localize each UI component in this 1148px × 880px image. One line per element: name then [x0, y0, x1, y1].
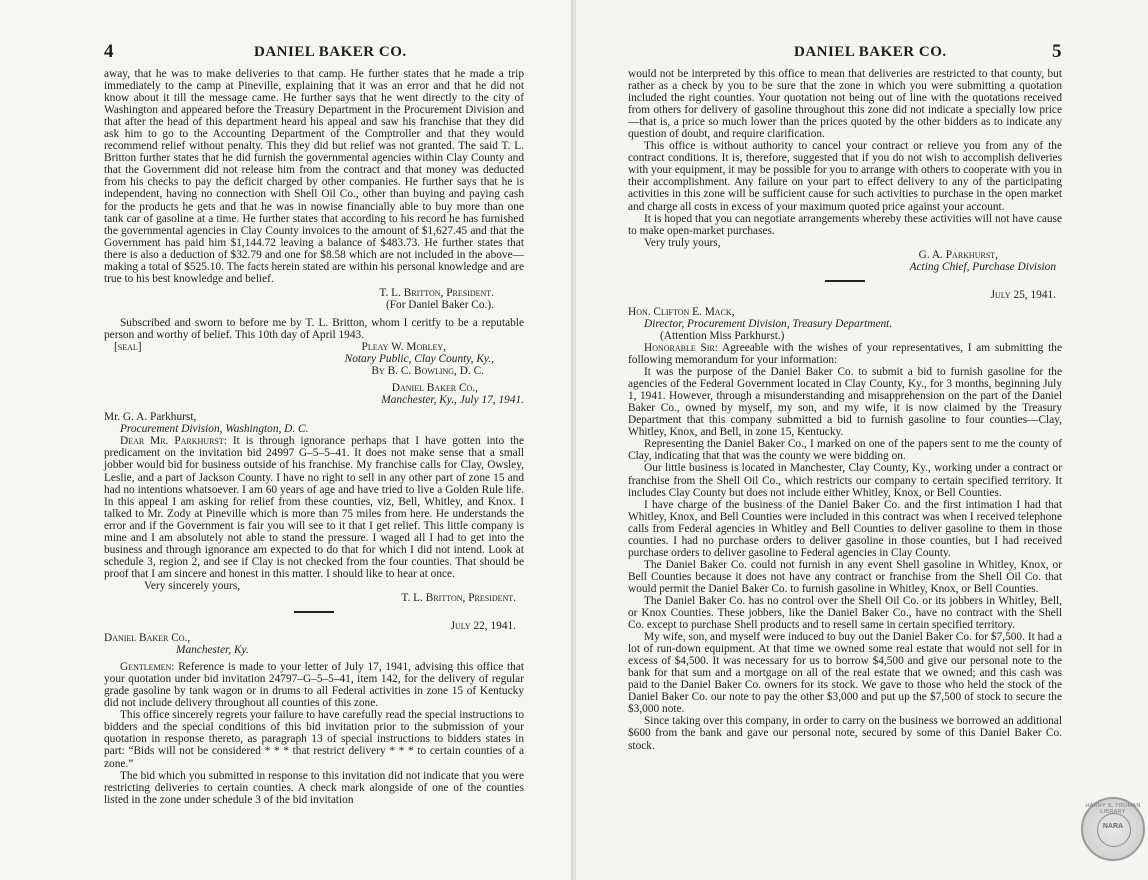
reply-date: July 22, 1941. — [450, 620, 516, 633]
memo-salutation: Honorable Sir: — [644, 341, 718, 354]
left-text-column — [104, 68, 524, 806]
addressee-org: Procurement Division, Washington, D. C. — [120, 423, 309, 436]
archive-stamp-inner-ring — [1097, 813, 1131, 847]
memo-paragraph-3: Representing the Daniel Baker Co., I marked on one of the papers sent to me the county of Clay, indicating that that was the county we were bidding on. — [628, 438, 1062, 463]
notary-title: Notary Public, Clay County, Ky., — [344, 353, 494, 366]
notary-deputy: By B. C. Bowling, D. C. — [371, 365, 484, 378]
memo-paragraph-6: The Daniel Baker Co. could not furnish in any event Shell gasoline in Whitley, Knox, or Bell Counties because it does not have any contract or franchise from the Shell Oil Co. that would permit the Daniel Baker Co. to furnish gasoline in Whitley, Knox, or Bell Counties. — [628, 558, 1062, 595]
memo-paragraph-5: I have charge of the business of the Daniel Baker Co. and the first intimation I had that Whitley, Knox, and Bell Counties were included in this contract was when I received telephone calls from Federal agencies in Whitley and Bell Counties to deliver gasoline to them in those counties. I had no purchase orders to deliver gasoline in those counties, but I had received purchase orders to deliver gasoline to Federal agencies in Clay County. — [628, 498, 1062, 559]
britton-signature: T. L. Britton, President. — [401, 591, 516, 604]
memo-paragraph-9: Since taking over this company, in order to carry on the business we borrowed an additional $600 from the bank and gave our personal note, secured by some of this Daniel Baker Co. stock. — [628, 715, 1062, 752]
memo-paragraph-7: The Daniel Baker Co. has no control over the Shell Oil Co. or its jobbers in Whitley, Bell, or Knox Counties. These jobbers, like the Daniel Baker Co., have no contract with the Shell Co. except to purchase Shell products and to resell same in certain specified territory. — [628, 594, 1062, 632]
archive-stamp-label: NARA — [1102, 823, 1124, 830]
memo-date: July 25, 1941. — [990, 288, 1056, 301]
memo-paragraph-8: My wife, son, and myself were induced to buy out the Daniel Baker Co. for $7,500. It had a lot of run-down equipment. At that time we owned some real estate that would not sell for in excess of $4,500. It was necessary for us to borrow $4,500 and give our personal note to the bank for that sum and a mortgage on all of the real estate that we owned; and this cash was paid to the Daniel Baker Co. owners for its stock. We gave to those who held the stock of the Daniel Baker Co. our note to pay the other $3,000 and put up the $7,500 of stock to secure the $3,000 note. — [628, 631, 1062, 716]
divider — [825, 280, 865, 282]
addressee-name: Mr. G. A. Parkhurst, — [104, 411, 197, 424]
page-number: 5 — [1052, 41, 1062, 62]
appeal-letter-body: It is through ignorance perhaps that I have gotten into the predicament on the invitation bid 24997 G–5–5–41. It does not make sense that a small jobber would bid for business outside of his franchise. My franchise calls for Clay, Owsley, Leslie, and a part of Jackson County. I have no right to sell in any other part of zone 15 and had no intentions whatsoever. I am 60 years of age and have tried to live a Golden Rule life. In this appeal I am asking for relief from these counties, viz, Bell, Whitley, and Knox. I talked to Mr. Zody at Pineville which is more than 75 miles from here. He understands the error and if the Government is fair you will see to it that I get relief. This little company is mine and I am absolutely not able to stand the pressure. I waged all I had to get into the business and through ignorance am expected to do that for which I did not intend. Look at schedule 3, region 2, and see if Clay is not checked from the four counties. That should be proof that I am sincere and honest in this matter. I should like to hear at once. — [104, 435, 525, 580]
reply-addressee: Daniel Baker Co., — [104, 632, 191, 645]
memo-paragraph-1: Agreeable with the wishes of your representatives, I am submitting the following memorandum for your information: — [628, 341, 1062, 367]
closing: Very sincerely yours, — [144, 579, 241, 592]
reply-paragraph-1: Reference is made to your letter of July 17, 1941, advising this office that your quotation under bid invitation 24797–G–5–5–41, item 142, for the delivery of regular grade gasoline by tank wagon or in drums to all Federal activities in zone 15 of Kentucky did not include delivery throughout all counties of this zone. — [104, 661, 525, 710]
seal-mark: [seal] — [114, 341, 142, 354]
archive-stamp — [1081, 797, 1145, 861]
page-number: 4 — [104, 41, 114, 62]
reply-addressee-place: Manchester, Ky. — [176, 644, 249, 657]
reply-paragraph-5: This office is without authority to cancel your contract or relieve you from any of the contract conditions. It is, therefore, suggested that if you do not wish to accomplish deliveries with your equipment, it may be possible for you to arrange with others to cooperate with you in their accomplishment. Any failure on your part to effect delivery to any of the participating activities in this zone will be sufficient cause for such activities to purchase in the open market and charge all costs in excess of your maximum quoted price against your account. — [628, 140, 1062, 213]
parkhurst-signature: G. A. Parkhurst, — [918, 248, 998, 261]
memo-addressee-title: Director, Procurement Division, Treasury Department. — [644, 317, 893, 330]
affiant-for: (For Daniel Baker Co.). — [385, 298, 494, 311]
letter-sender: Daniel Baker Co., — [391, 382, 478, 395]
running-head: DANIEL BAKER CO. — [254, 44, 407, 60]
memo-paragraph-2: It was the purpose of the Daniel Baker Co. to submit a bid to furnish gasoline for the agencies of the Federal Government located in Clay County, Ky., for 3 months, beginning July 1, 1941. However, through a misunderstanding and misapprehension on the part of the Daniel Baker Co., owned by myself, my son, and my wife, it is now claimed by the Treasury Department that this company submitted a bid to furnish gasoline to four counties—Clay, Whitley, Knox, and Bell, in zone 15, Kentucky. — [628, 366, 1062, 439]
divider — [294, 611, 334, 613]
running-head: DANIEL BAKER CO. — [794, 44, 947, 60]
archive-stamp-ring-text: HARRY S. TRUMAN LIBRARY — [1085, 803, 1141, 815]
notary-name: Pleay W. Mobley, — [361, 341, 446, 354]
affidavit-paragraph: away, that he was to make deliveries to that camp. He further states that he made a trip immediately to the camp at Pineville, explaining that it was an error and that he did not know about it till the message came. He further says that he went directly to the city of Washington and appeared before the Treasury Department in the Procurement Division and that after the head of this department heard his appeal and saw his franchise that they did ask him to go to the Accounting Department of the Comptroller and that they would recommend relief without penalty. This they did but relief was not granted. The said T. L. Britton further states that he did furnish the governmental agencies within Clay County and that the Government did not release him from the contract and that money was deducted from his checks to pay the deficit charged by other companies. He further says that he is independent, having no connection with Shell Oil Co., other than buying and paying cash for the products he gets and that he was in nowise financially able to buy more than one tank car of gasoline at a time. He further states that according to his record he has furnished the governmental agencies in Clay County invoices to the amount of $1,627.45 and that the Government has paid him $1,144.72 leaving a balance of $483.73. He further states that there is also a deduction of $32.79 and one for $8.58 which are not included in the above—making a total of $525.10. The facts herein stated are within his personal knowledge and are true to his best knowledge and belief. — [104, 68, 524, 285]
reply-salutation: Gentlemen: — [120, 661, 175, 674]
right-page — [576, 0, 1148, 880]
reply-closing: Very truly yours, — [644, 236, 721, 249]
right-text-column — [628, 68, 1062, 752]
left-page — [0, 0, 572, 880]
reply-paragraph-3: The bid which you submitted in response to this invitation did not indicate that you were restricting deliveries to certain counties. A check mark alongside of one of the counties listed in the zone under schedule 3 of the bid invitation — [104, 769, 524, 806]
memo-paragraph-4: Our little business is located in Manchester, Clay County, Ky., working under a contract or franchise from the Shell Oil Co., which restricts our company to certain specified territory. It includes Clay County but does not include either Whitley, Knox, or Bell Counties. — [628, 462, 1062, 499]
parkhurst-title: Acting Chief, Purchase Division — [909, 260, 1056, 273]
salutation: Dear Mr. Parkhurst: — [120, 435, 227, 448]
memo-attention: (Attention Miss Parkhurst.) — [660, 329, 785, 342]
reply-paragraph-2: This office sincerely regrets your failure to have carefully read the special instructions to bidders and the special conditions of this bid invitation prior to the submission of your quotation in response thereto, as paragraph 13 of special instructions to bidders states in part: “Bids will not be considered * * * that restrict delivery * * * to certain counties of a zone.” — [104, 709, 524, 770]
letter-place-date: Manchester, Ky., July 17, 1941. — [381, 394, 524, 407]
memo-addressee: Hon. Clifton E. Mack, — [628, 305, 735, 318]
reply-paragraph-6: It is hoped that you can negotiate arrangements whereby these activities will not have cause to make open-market purchases. — [628, 212, 1062, 237]
jurat-paragraph: Subscribed and sworn to before me by T. L. Britton, whom I ceritfy to be a reputable person and worthy of belief. This 10th day of April 1943. — [104, 316, 524, 341]
affiant-signature: T. L. Britton, President. — [379, 286, 494, 299]
reply-paragraph-4: would not be interpreted by this office to mean that deliveries are restricted to that county, but rather as a check by you to be sure that the zone in which you were submitting a quotation included the right counties. Your quotation not being out of line with the quotations received from others for delivery of gasoline throughout this zone did not indicate a specially low price—that is, a price so much lower than the prices quoted by the other bidders as to indicate any question of doubt, and require clarification. — [628, 68, 1062, 141]
